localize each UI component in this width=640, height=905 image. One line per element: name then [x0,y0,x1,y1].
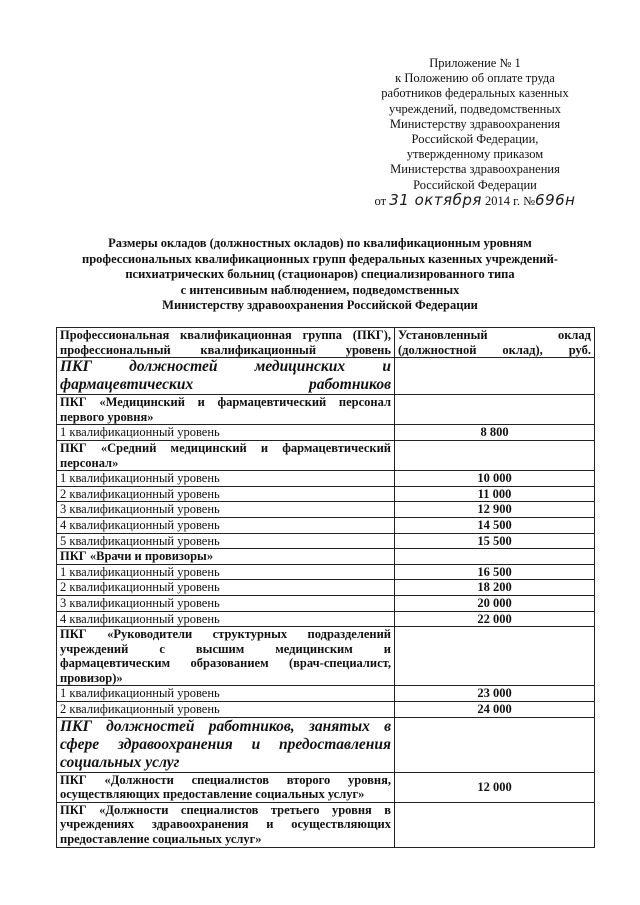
section-medical-pharma: ПКГ должностей медицинских и фармацевтических работников [57,358,395,395]
handwritten-date: 31 октября [389,190,482,209]
empty-cell [395,358,595,395]
appendix-line: Российской Федерации, [411,132,539,147]
salary-value: 10 000 [395,471,595,487]
level-label: 4 квалификационный уровень [57,517,395,533]
level-label: 1 квалификационный уровень [57,686,395,702]
level-label: 2 квалификационный уровень [57,580,395,596]
section-healthcare-social: ПКГ должностей работников, занятых в сфере здравоохранения и предоставления социальных услуг [57,717,395,772]
pkg-row [57,549,595,565]
salary-value: 22 000 [395,611,595,627]
level-label: 2 квалификационный уровень [57,702,395,718]
salary-value: 12 000 [395,772,595,802]
table-row [57,702,595,718]
header-group-level: Профессиональная квалификационная группа (ПКГ), профессиональный квалификационный уровень [57,328,395,358]
appendix-line: утвержденному приказом [406,147,544,162]
salary-value: 15 500 [395,533,595,549]
level-label: 2 квалификационный уровень [57,486,395,502]
level-label: 3 квалификационный уровень [57,502,395,518]
appendix-line: учреждений, подведомственных [388,101,562,116]
section-row [57,358,595,395]
salary-value: 12 900 [395,502,595,518]
table-row [57,580,595,596]
salary-value: 24 000 [395,702,595,718]
table-row [57,564,595,580]
pkg-department-heads: ПКГ «Руководители структурных подразделений учреждений с высшим медицинским и фармацевтическим образованием (врач-специалист, провизор)» [57,627,395,686]
table-header-row [57,328,595,358]
salary-value: 20 000 [395,595,595,611]
title-line: Размеры окладов (должностных окладов) по квалификационным уровням [108,236,532,250]
level-label: 1 квалификационный уровень [57,425,395,441]
appendix-line: Министерства здравоохранения [390,162,560,177]
empty-cell [395,440,595,470]
level-label: 1 квалификационный уровень [57,471,395,487]
pkg-row [57,440,595,470]
header-salary: Установленный оклад (должностной оклад), руб. [395,328,595,358]
salary-value: 14 500 [395,517,595,533]
table-row [57,425,595,441]
level-label: 4 квалификационный уровень [57,611,395,627]
empty-cell [395,395,595,425]
appendix-line: Российской Федерации [413,177,537,192]
table-row [57,486,595,502]
pkg-row [57,395,595,425]
table-row [57,533,595,549]
salary-value: 23 000 [395,686,595,702]
appendix-line: работников федеральных казенных [381,86,569,101]
pkg-row [57,772,595,802]
empty-cell [395,627,595,686]
title-line: с интенсивным наблюдением, подведомственных [180,282,460,297]
section-row [57,717,595,772]
salary-value: 16 500 [395,564,595,580]
title-line: профессиональных квалификационных групп федеральных казенных учреждений- [82,251,558,266]
title-line: психиатрических больниц (стационаров) специализированного типа [125,267,515,282]
appendix-title: Приложение № 1 [429,56,521,70]
salary-value: 18 200 [395,580,595,596]
pkg-doctors-pharmacists: ПКГ «Врачи и провизоры» [57,549,395,565]
level-label: 1 квалификационный уровень [57,564,395,580]
pkg-first-level-staff: ПКГ «Медицинский и фармацевтический персонал первого уровня» [57,395,395,425]
appendix-line: к Положению об оплате труда [395,71,555,86]
table-row [57,517,595,533]
title-line: Министерству здравоохранения Российской Федерации [162,298,478,313]
date-prefix: от [374,193,387,208]
pkg-mid-level-staff: ПКГ «Средний медицинский и фармацевтический персонал» [57,440,395,470]
table-row [57,595,595,611]
salary-value: 8 800 [395,425,595,441]
pkg-row [57,802,595,847]
level-label: 3 квалификационный уровень [57,595,395,611]
salary-value: 11 000 [395,486,595,502]
pkg-row [57,627,595,686]
handwritten-number: 696н [535,190,576,209]
table-row [57,611,595,627]
appendix-date-line [360,190,590,209]
document-title [60,236,580,314]
table-row [57,686,595,702]
salary-table [56,327,595,848]
table-row [57,502,595,518]
empty-cell [395,717,595,772]
date-year: 2014 г. № [485,193,536,208]
appendix-line: Министерству здравоохранения [389,116,561,131]
level-label: 5 квалификационный уровень [57,533,395,549]
table-row [57,471,595,487]
appendix-header [360,56,590,209]
salary-value [395,802,595,847]
pkg-third-level-specialists: ПКГ «Должности специалистов третьего уровня в учреждениях здравоохранения и осуществляющих предоставление социальных услуг» [57,802,395,847]
empty-cell [395,549,595,565]
pkg-second-level-specialists: ПКГ «Должности специалистов второго уровня, осуществляющих предоставление социальных услуг» [57,772,395,802]
